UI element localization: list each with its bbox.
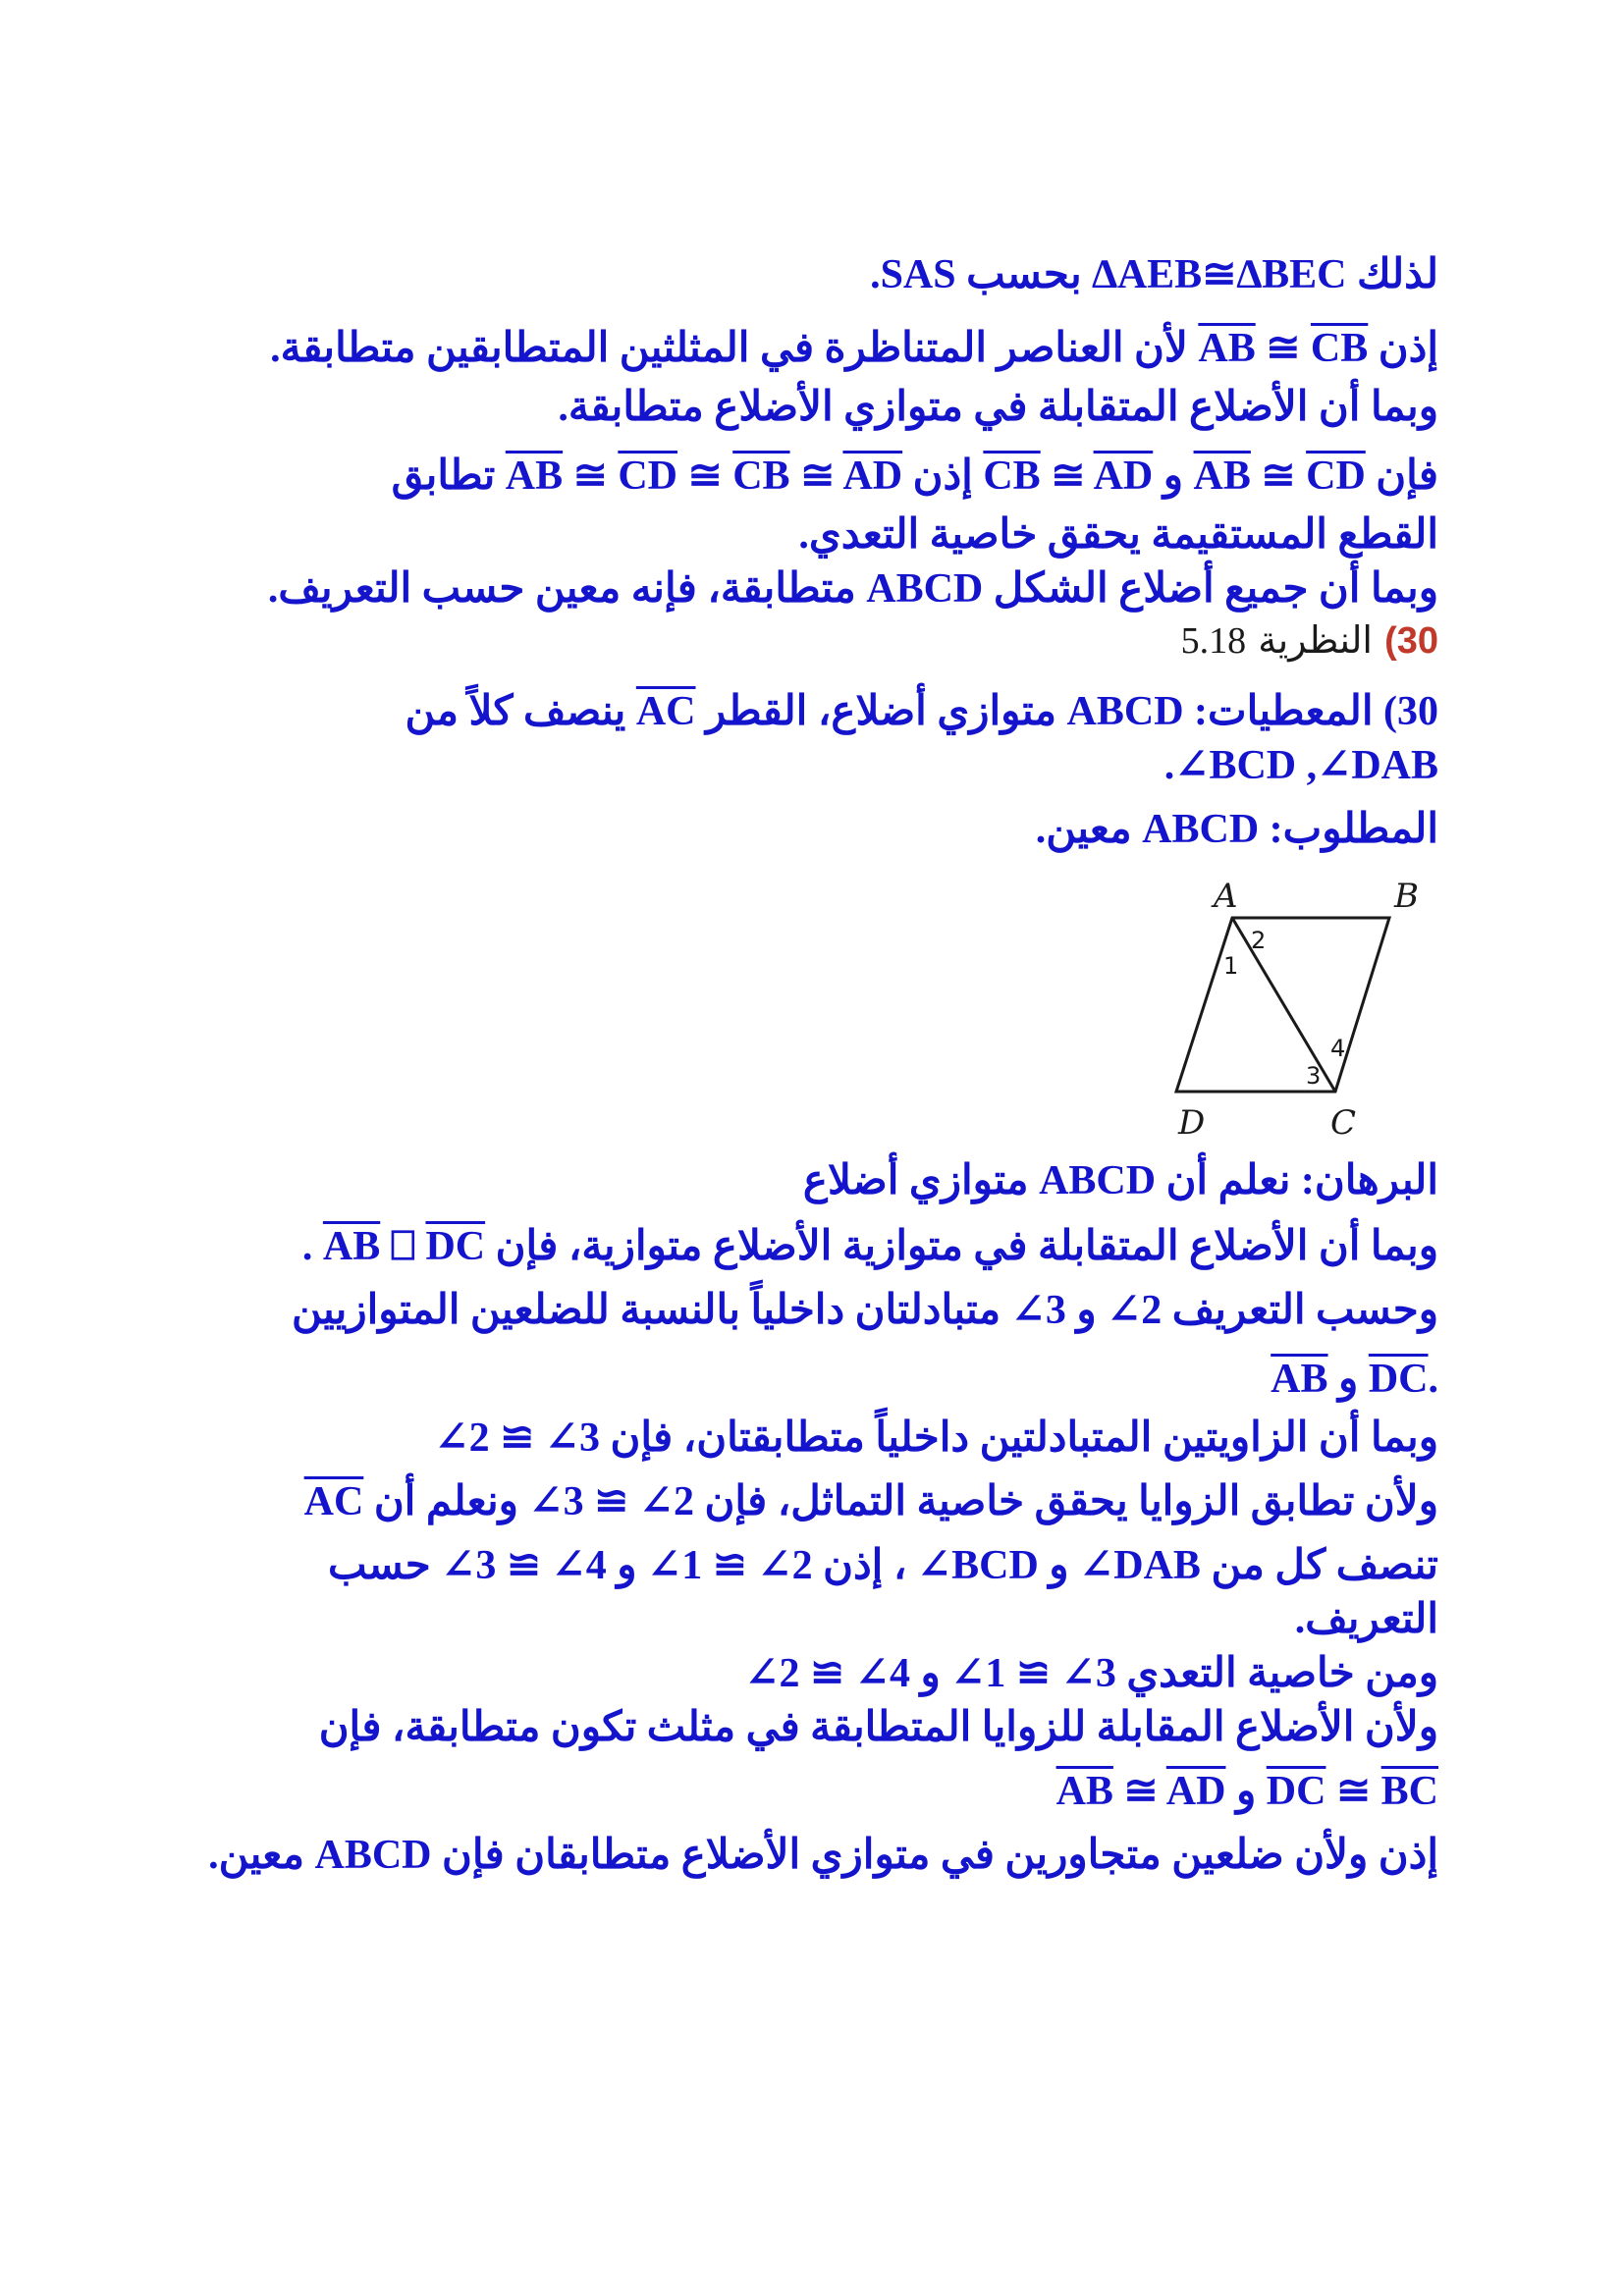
text-line — [270, 324, 1438, 373]
segment: $\overline{AB}$ — [1193, 454, 1251, 499]
segment: $\overline{AB}$ — [1271, 1357, 1328, 1402]
text-line — [1271, 1355, 1438, 1404]
segment-congruence — [983, 452, 1153, 501]
exercise-number: 30) — [1384, 620, 1438, 662]
congruent-symbol: ≅ — [563, 454, 619, 499]
text-line — [302, 1222, 1438, 1271]
theorem-label: النظرية — [1258, 618, 1373, 662]
text: لذلك — [1346, 252, 1438, 297]
text-line: وبما أن الأضلاع المتقابلة في متوازي الأضلاع متطابقة. — [558, 385, 1438, 430]
segment-congruence — [1056, 1767, 1226, 1816]
segment: $\overline{CD}$ — [618, 454, 678, 499]
segment: $\overline{AD}$ — [1093, 454, 1154, 499]
text-line: وبما أن الزاويتين المتبادلتين داخلياً متطابقتان، فإن 3∠ ≅ 2∠ — [434, 1415, 1438, 1461]
text-line — [1056, 1767, 1438, 1816]
text-line — [406, 687, 1438, 736]
text-line: ولأن الأضلاع المقابلة للزوايا المتطابقة في مثلث تكون متطابقة، فإن — [318, 1705, 1438, 1750]
congruent-symbol: ≅ — [1250, 454, 1307, 499]
book-theorem-reference — [1181, 618, 1438, 663]
text-line: وبما أن جميع أضلاع الشكل ABCD متطابقة، فإنه معين حسب التعريف. — [267, 566, 1438, 612]
text: تطابق — [391, 454, 506, 499]
text: ولأن تطابق الزوايا يحقق خاصية التماثل، فإن 2∠ ≅ 3∠ ونعلم أن — [363, 1479, 1438, 1524]
segment-parallel — [323, 1222, 485, 1271]
segment-congruence — [1267, 1767, 1438, 1816]
segment: $\overline{AB}$ — [1198, 326, 1256, 371]
vertex-c-label: C — [1330, 1103, 1357, 1139]
text: 30) المعطيات: ABCD متوازي أضلاع، القطر — [695, 689, 1438, 734]
text: وبما أن الأضلاع المتقابلة في متوازية الأضلاع متوازية، فإن — [485, 1224, 1438, 1269]
congruent-symbol: ≅ — [1255, 326, 1311, 371]
text-line: البرهان: نعلم أن ABCD متوازي أضلاع — [802, 1158, 1438, 1203]
text: فإن — [1365, 454, 1438, 499]
text: إذن — [1368, 326, 1438, 371]
text-line: القطع المستقيمة يحقق خاصية التعدي. — [798, 512, 1438, 558]
text: لأن العناصر المتناظرة في المثلثين المتطابقين متطابقة. — [270, 326, 1199, 371]
angle-2-label: 2 — [1251, 927, 1267, 954]
theorem-number: 5.18 — [1180, 620, 1247, 662]
segment: $\overline{CB}$ — [1310, 326, 1369, 371]
text: و — [1225, 1769, 1267, 1814]
text: . — [1428, 1357, 1438, 1402]
angle-4-label: 4 — [1330, 1035, 1346, 1062]
parallelogram-figure — [1129, 864, 1453, 1139]
congruent-symbol: ≅ — [1112, 1769, 1166, 1814]
congruent-symbol: ≅ — [677, 454, 733, 499]
text-line: إذن ولأن ضلعين متجاورين في متوازي الأضلاع متطابقان فإن ABCD معين. — [208, 1833, 1438, 1878]
congruent-symbol: ≅ — [1040, 454, 1094, 499]
congruence-statement: ∆AEB≅∆BEC — [1092, 252, 1347, 297]
text-line: تنصف كل من DAB∠ و BCD∠ ، إذن 2∠ ≅ 1∠ و 4∠ ≅ 3∠ حسب — [327, 1543, 1438, 1588]
text-line — [304, 1477, 1438, 1526]
segment: $\overline{CD}$ — [1306, 454, 1366, 499]
text-line — [870, 250, 1438, 299]
angle-1-label: 1 — [1223, 952, 1239, 980]
text-line — [392, 452, 1438, 501]
parallel-symbol: ⎕ — [380, 1224, 426, 1269]
text: بحسب SAS. — [870, 252, 1093, 297]
segment-congruence — [1198, 324, 1368, 373]
segment: $\overline{AB}$ — [1055, 1769, 1113, 1814]
segment-congruence — [506, 452, 902, 501]
segment: $\overline{AD}$ — [1165, 1769, 1226, 1814]
segment: $\overline{CB}$ — [732, 454, 790, 499]
segment: $\overline{DC}$ — [425, 1224, 486, 1269]
text: إذن — [902, 454, 984, 499]
text-line: ومن خاصية التعدي 3∠ ≅ 1∠ و 4∠ ≅ 2∠ — [744, 1651, 1438, 1696]
text-line: وحسب التعريف 2∠ و 3∠ متبادلتان داخلياً بالنسبة للضلعين المتوازيين — [292, 1288, 1438, 1333]
segment: $\overline{DC}$ — [1266, 1769, 1326, 1814]
text-line: المطلوب: ABCD معين. — [1035, 807, 1438, 852]
congruent-symbol: ≅ — [1325, 1769, 1381, 1814]
segment: $\overline{AB}$ — [322, 1224, 381, 1269]
text-line: التعريف. — [1294, 1597, 1438, 1642]
text: و — [1327, 1357, 1369, 1402]
text: ينصف كلاً من — [405, 689, 636, 734]
angle-3-label: 3 — [1306, 1062, 1322, 1090]
segment: $\overline{AC}$ — [635, 689, 696, 734]
text: و — [1153, 454, 1194, 499]
vertex-b-label: B — [1394, 877, 1419, 916]
segment: $\overline{DC}$ — [1368, 1357, 1429, 1402]
congruent-symbol: ≅ — [789, 454, 843, 499]
segment: $\overline{CB}$ — [983, 454, 1041, 499]
text: . — [301, 1224, 323, 1269]
segment: $\overline{BC}$ — [1380, 1769, 1438, 1814]
text-line: .∠BCD ,∠DAB — [1163, 743, 1438, 788]
segment: $\overline{AB}$ — [505, 454, 564, 499]
segment: $\overline{AD}$ — [842, 454, 903, 499]
vertex-d-label: D — [1178, 1103, 1206, 1139]
vertex-a-label: A — [1214, 877, 1238, 916]
segment: $\overline{AC}$ — [303, 1479, 364, 1524]
segment-congruence — [1194, 452, 1366, 501]
